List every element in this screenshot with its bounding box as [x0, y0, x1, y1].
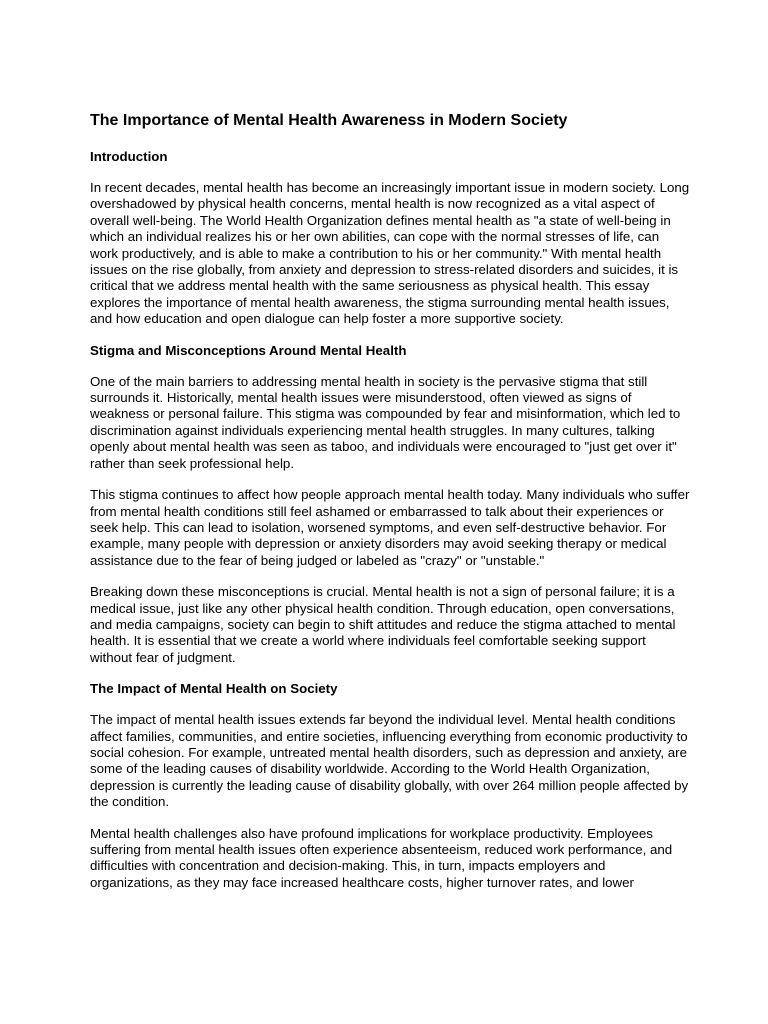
document-title: The Importance of Mental Health Awareness in Modern Society	[90, 112, 568, 129]
paragraph: Mental health challenges also have profound implications for workplace productivity. Employees suffering from mental health issues often experience absenteeism, reduced work performance, and difficulties with concentration and decision-making. This, in turn, impacts employers and organizations, as they may face increased healthcare costs, higher turnover rates, and lower	[90, 825, 673, 890]
section-heading-stigma: Stigma and Misconceptions Around Mental Health	[90, 342, 407, 358]
paragraph: Breaking down these misconceptions is crucial. Mental health is not a sign of personal failure; it is a medical issue, just like any other physical health condition. Through education, open conversations, and media campaigns, society can begin to shift attitudes and reduce the stigma attached to mental health. It is essential that we create a world where individuals feel comfortable seeking support without fear of judgment.	[90, 584, 676, 665]
section-heading-introduction: Introduction	[90, 149, 168, 164]
document-page	[90, 112, 690, 906]
paragraph: One of the main barriers to addressing mental health in society is the pervasive stigma that still surrounds it. Historically, mental health issues were misunderstood, often viewed as signs of weakness or personal failure. This stigma was compounded by fear and misinformation, which led to discrimination against individuals experiencing mental health struggles. In many cultures, talking openly about mental health was seen as taboo, and individuals were encouraged to "just get over it" rather than seek professional help.	[90, 373, 681, 471]
paragraph: In recent decades, mental health has become an increasingly important issue in modern society. Long overshadowed by physical health concerns, mental health is now recognized as a vital aspect of overall well-being. The World Health Organization defines mental health as "a state of well-being in which an individual realizes his or her own abilities, can cope with the normal stresses of life, can work productively, and is able to make a contribution to his or her community." With mental health issues on the rise globally, from anxiety and depression to stress-related disorders and suicides, it is critical that we address mental health with the same seriousness as physical health. This essay explores the importance of mental health awareness, the stigma surrounding mental health issues, and how education and open dialogue can help foster a more supportive society.	[90, 180, 690, 327]
paragraph: The impact of mental health issues extends far beyond the individual level. Mental health conditions affect families, communities, and entire societies, influencing everything from economic productivity to social cohesion. For example, untreated mental health disorders, such as depression and anxiety, are some of the leading causes of disability worldwide. According to the World Health Organization, depression is currently the leading cause of disability globally, with over 264 million people affected by the condition.	[90, 712, 689, 810]
paragraph: This stigma continues to affect how people approach mental health today. Many individuals who suffer from mental health conditions still feel ashamed or embarrassed to talk about their experiences or seek help. This can lead to isolation, worsened symptoms, and even self-destructive behavior. For example, many people with depression or anxiety disorders may avoid seeking therapy or medical assistance due to the fear of being judged or labeled as "crazy" or "unstable."	[90, 487, 690, 568]
section-heading-impact: The Impact of Mental Health on Society	[90, 681, 338, 697]
